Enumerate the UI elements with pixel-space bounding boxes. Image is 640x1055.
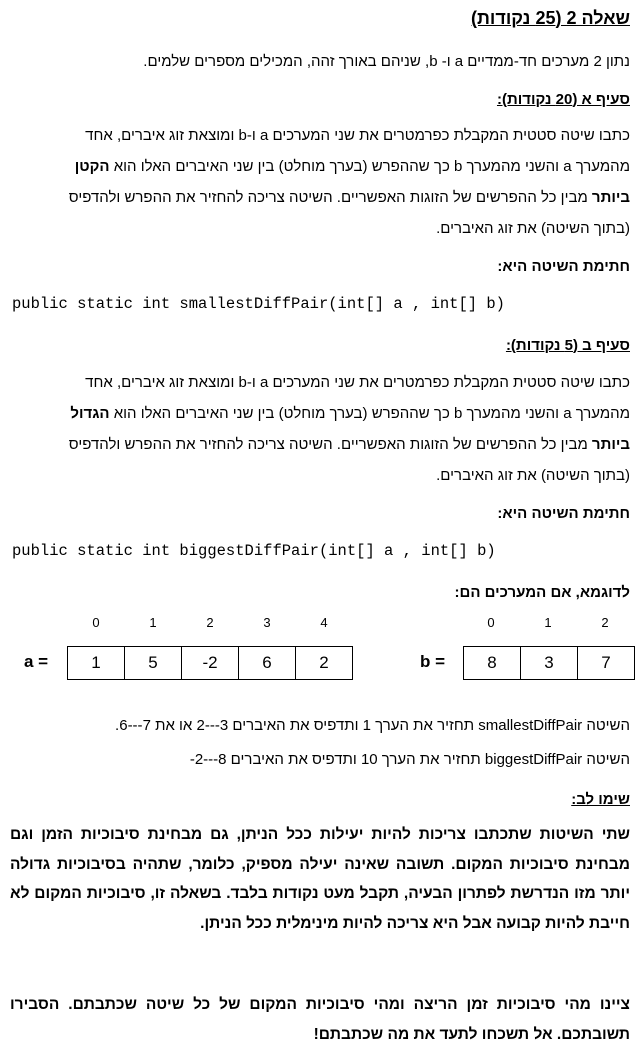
section-b-signature-code: public static int biggestDiffPair(int[] a , int[] b) <box>12 542 496 560</box>
array-a-cell: 6 <box>239 647 296 680</box>
section-b-heading: סעיף ב (5 נקודות): <box>505 337 630 354</box>
section-a-line2-text: מהמערך a והשני מהמערך b כך שההפרש (בערך מוחלט) בין שני האיברים האלו הוא <box>109 158 630 175</box>
section-a-emphasis-smallest: הקטן <box>74 158 110 175</box>
section-b-emphasis-biggest: הגדול <box>70 405 110 422</box>
section-b-line3 <box>10 435 630 455</box>
section-b-line1: כתבו שיטה סטטית המקבלת כפרמטרים את שני המערכים a ו-b ומוצאת זוג איברים, אחד <box>85 374 630 391</box>
array-b-cell: 8 <box>464 647 521 680</box>
array-a-index: 1 <box>149 615 157 630</box>
array-b-index: 0 <box>487 615 495 630</box>
array-b-cell: 7 <box>578 647 635 680</box>
array-a-index: 0 <box>92 615 100 630</box>
array-b-cell: 3 <box>521 647 578 680</box>
question-title: שאלה 2 (25 נקודות) <box>471 8 630 28</box>
array-a-label: a = <box>24 652 49 671</box>
example-result-biggest: השיטה biggestDiffPair תחזיר את הערך 10 ותדפיס את האיברים 8---2- <box>189 751 630 768</box>
array-a-cell: 2 <box>296 647 353 680</box>
array-a-index: 2 <box>206 615 214 630</box>
array-a-index: 3 <box>263 615 271 630</box>
array-a-table <box>67 646 353 680</box>
array-a-cell: 5 <box>125 647 182 680</box>
section-a-line3-text: מבין כל ההפרשים של הזוגות האפשריים. השיטה צריכה להחזיר את ההפרש ולהדפיס <box>68 189 592 206</box>
array-a-index: 4 <box>320 615 328 630</box>
note-heading: שימו לב: <box>571 791 630 808</box>
section-b-line2 <box>10 404 630 424</box>
section-a-signature-code: public static int smallestDiffPair(int[] a , int[] b) <box>12 295 505 313</box>
section-b-line2-text: מהמערך a והשני מהמערך b כך שההפרש (בערך מוחלט) בין שני האיברים האלו הוא <box>109 405 630 422</box>
example-heading: לדוגמא, אם המערכים הם: <box>454 584 630 601</box>
array-a-cell: -2 <box>182 647 239 680</box>
section-b-line4: (בתוך השיטה) את זוג האיברים. <box>436 467 630 484</box>
array-a-cell: 1 <box>68 647 125 680</box>
section-a-signature-label: חתימת השיטה היא: <box>497 258 630 275</box>
array-b-table <box>463 646 635 680</box>
section-b-signature-label: חתימת השיטה היא: <box>497 505 630 522</box>
array-b-label: b = <box>420 652 446 671</box>
note-paragraph-2: ציינו מהי סיבוכיות זמן הריצה ומהי סיבוכיות המקום של כל שיטה שכתבתם. הסבירו תשובתכם. אל תשכחו לתעד את מה שכתבתם! <box>10 996 630 1043</box>
section-a-line4: (בתוך השיטה) את זוג האיברים. <box>436 220 630 237</box>
intro-text: נתון 2 מערכים חד-ממדיים a ו- b, שניהם באורך זהה, המכילים מספרים שלמים. <box>143 53 630 70</box>
section-a-line1: כתבו שיטה סטטית המקבלת כפרמטרים את שני המערכים a ו-b ומוצאת זוג איברים, אחד <box>85 127 630 144</box>
note-paragraph-1: שתי השיטות שתכתבו צריכות להיות יעילות ככל הניתן, גם מבחינת סיבוכיות הזמן וגם מבחינת סיבוכיות המקום. תשובה שאינה יעילה מספיק, כלומר, שתהיה בסיבוכיות גדולה יותר מזו הנדרשת לפתרון הבעיה, תקבל מעט נקודות בלבד. בשאלה זו, סיבוכיות המקום לא חייבת להיות קבועה אבל היא צריכה להיות מינימלית ככל הניתן. <box>10 826 630 932</box>
section-a-line3 <box>10 188 630 208</box>
section-b-line3-text: מבין כל ההפרשים של הזוגות האפשריים. השיטה צריכה להחזיר את ההפרש ולהדפיס <box>68 436 592 453</box>
example-result-smallest: השיטה smallestDiffPair תחזיר את הערך 1 ותדפיס את האיברים 3---2 או את 7---6. <box>115 717 630 734</box>
array-b-index: 2 <box>601 615 609 630</box>
array-b-index: 1 <box>544 615 552 630</box>
section-a-line2 <box>10 157 630 177</box>
section-a-heading: סעיף א (20 נקודות): <box>496 91 630 108</box>
section-a-emphasis-most: ביותר <box>591 189 630 206</box>
section-b-emphasis-most: ביותר <box>591 436 630 453</box>
